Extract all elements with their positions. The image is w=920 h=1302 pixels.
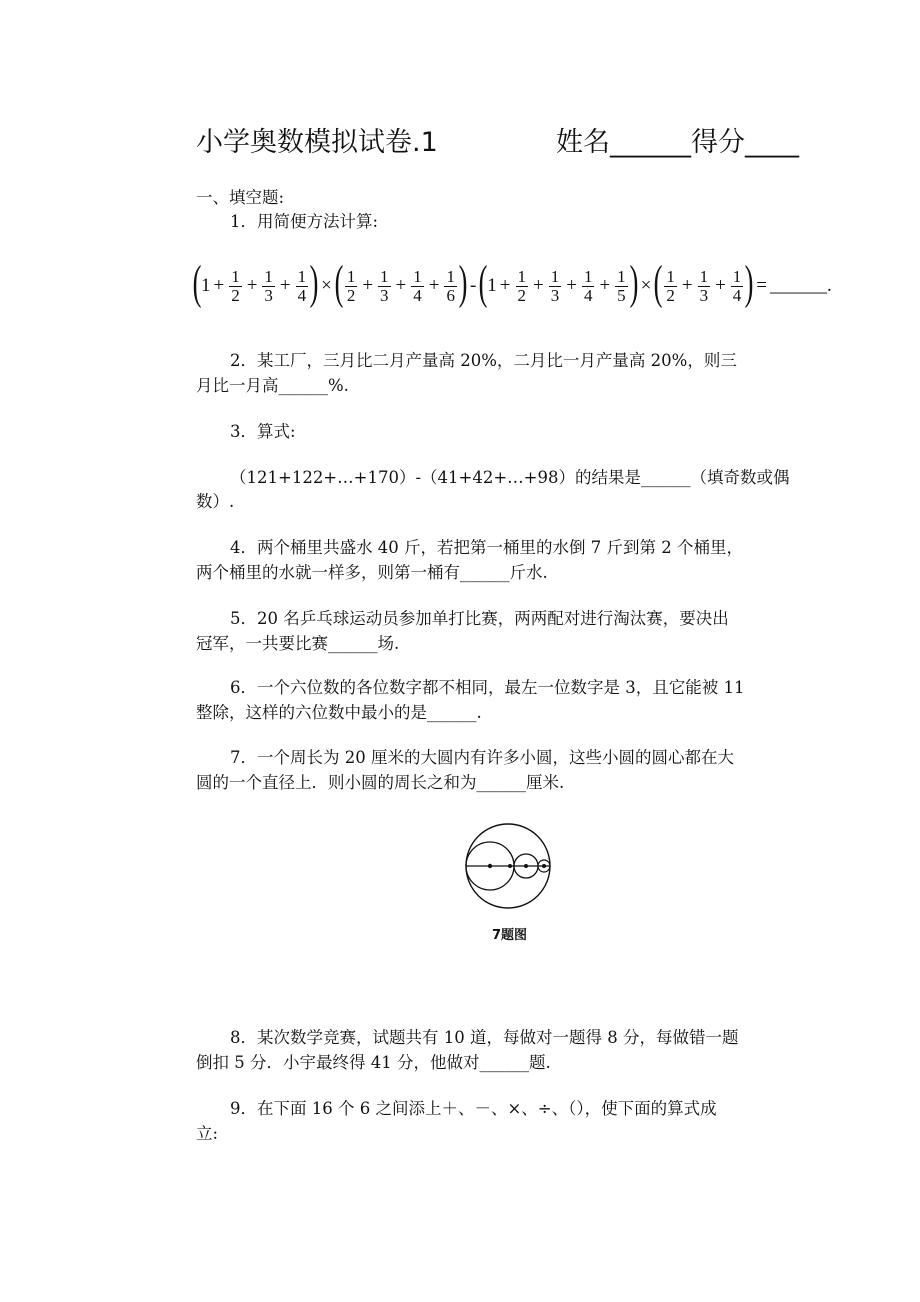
question-5-line1: 5．20 名乒乓球运动员参加单打比赛，两两配对进行淘汰赛，要决出 — [230, 609, 729, 628]
name-field — [556, 120, 799, 159]
question-9-line1: 9．在下面 16 个 6 之间添上＋、－、×、÷、（），使下面的算式成 — [230, 1099, 717, 1118]
question-3-line1: 3．算式: — [230, 422, 296, 441]
name-blank: ______ — [610, 127, 691, 158]
center-dot-2 — [524, 864, 528, 868]
right-paren: ) — [629, 256, 639, 309]
fraction: $\frac{1}{4}$ — [732, 266, 742, 305]
question-8-line1: 8．某次数学竞赛，试题共有 10 道，每做对一题得 8 分，每做错一题 — [230, 1028, 739, 1047]
fraction: $\frac{1}{3}$ — [264, 266, 273, 305]
left-paren: ( — [653, 256, 663, 309]
question-3-line3: 数）. — [196, 492, 235, 511]
score-label: 得分 — [691, 127, 745, 158]
section-heading: 一、填空题: — [196, 188, 285, 207]
fraction: $\frac{1}{4}$ — [583, 266, 593, 305]
question-5-line2: 冠军，一共要比赛______场. — [196, 634, 400, 653]
center-dot — [508, 864, 512, 868]
question-8-line2: 倒扣 5 分．小宇最终得 41 分，他做对______题. — [196, 1053, 551, 1072]
question-7-line2: 圆的一个直径上．则小圆的周长之和为______厘米. — [196, 773, 565, 792]
right-paren: ) — [744, 256, 754, 309]
fraction: $\frac{1}{3}$ — [699, 266, 709, 305]
fraction: $\frac{1}{3}$ — [550, 266, 560, 305]
fraction: $\frac{1}{2}$ — [666, 266, 675, 305]
fraction: $\frac{1}{2}$ — [346, 266, 356, 305]
fraction: $\frac{1}{5}$ — [617, 266, 626, 305]
fraction: $\frac{1}{4}$ — [297, 266, 307, 305]
fraction: $\frac{1}{2}$ — [231, 266, 240, 305]
fraction: $\frac{1}{3}$ — [380, 266, 389, 305]
question-7-line1: 7．一个周长为 20 厘米的大圆内有许多小圆，这些小圆的圆心都在大 — [230, 748, 734, 767]
question-9-line2: 立: — [196, 1124, 219, 1143]
question-1-text: 1．用简便方法计算: — [230, 212, 379, 231]
q1-expression: ( 1 + $\frac{1}{2}$ + $\frac{1}{3}$ + $\frac{1}{4}$ ) × ( $\frac{1}{2}$ + $\frac{1}{3}$ + $\frac{1}{4}$ + $\frac{1}{6}$ ) - ( 1 + $\frac{1}{2}$ + $\frac{1}{3}$ + $\frac{1}{4}$ + $\frac{1}{5}$ ) × ( $\frac{1}{2}$ + $\frac{1}{3}$ + $\frac{1}{4}$ ) = ______ . — [192, 256, 832, 309]
fraction: $\frac{1}{2}$ — [517, 266, 526, 305]
circle-figure — [460, 818, 564, 914]
left-paren: ( — [478, 256, 488, 309]
fraction: $\frac{1}{4}$ — [413, 266, 422, 305]
question-6-line2: 整除，这样的六位数中最小的是______. — [196, 703, 482, 722]
question-3-line2: （121+122+…+170）-（41+42+…+98）的结果是______（填奇数或偶 — [230, 468, 790, 487]
center-dot-1 — [488, 864, 492, 868]
question-2-line1: 2．某工厂，三月比二月产量高 20%，二月比一月产量高 20%，则三 — [230, 351, 737, 370]
name-label: 姓名 — [556, 127, 610, 158]
answer-blank: ______ — [769, 275, 827, 296]
figure-caption: 7题图 — [492, 928, 528, 943]
fraction: $\frac{1}{6}$ — [446, 266, 455, 305]
score-blank: ____ — [745, 127, 799, 158]
right-paren: ) — [309, 256, 319, 309]
center-dot-3 — [542, 864, 546, 868]
question-4-line2: 两个桶里的水就一样多，则第一桶有______斤水. — [196, 563, 548, 582]
right-paren: ) — [458, 256, 468, 309]
question-2-line2: 月比一月高______%. — [196, 376, 349, 395]
left-paren: ( — [334, 256, 344, 309]
question-6-line1: 6．一个六位数的各位数字都不相同，最左一位数字是 3，且它能被 11 — [230, 678, 745, 697]
left-paren: ( — [192, 256, 202, 309]
page-title: 小学奥数模拟试卷.1 — [196, 127, 438, 158]
question-4-line1: 4．两个桶里共盛水 40 斤，若把第一桶里的水倒 7 斤到第 2 个桶里， — [230, 538, 743, 557]
